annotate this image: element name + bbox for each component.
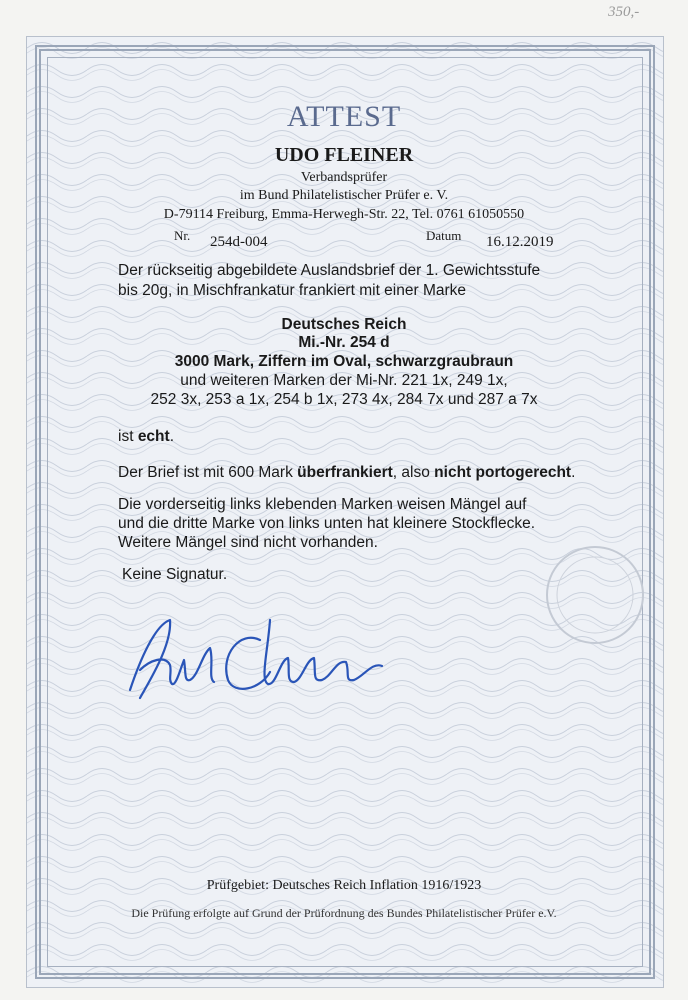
examiner-organization: im Bund Philatelistischer Prüfer e. V. [239, 188, 449, 203]
verdict-suffix: . [169, 428, 174, 445]
examiner-name: UDO FLEINER [274, 144, 414, 166]
franking-prefix: Der Brief ist mit 600 Mark [118, 464, 293, 481]
franking-mid: , also [392, 464, 430, 481]
other-stamps-line-2: 252 3x, 253 a 1x, 254 b 1x, 273 4x, 284 7x und 287 a 7x [150, 391, 538, 408]
defects-line-3: Weitere Mängel sind nicht vorhanden. [118, 534, 378, 551]
nr-value: 254d-004 [210, 234, 268, 250]
date-label: Datum [426, 228, 462, 243]
franking-not-correct: nicht portogerecht [434, 464, 572, 481]
verdict-genuine: echt [137, 428, 170, 445]
signature-note: Keine Signatur. [122, 566, 228, 583]
stamp-catalogue-number: Mi.-Nr. 254 d [298, 334, 390, 351]
pencil-price-note: 350,- [608, 4, 640, 20]
document-title: ATTEST [286, 100, 402, 133]
date-value: 16.12.2019 [486, 234, 554, 250]
examination-rules: Die Prüfung erfolgte auf Grund der Prüfordnung des Bundes Philatelistischer Prüfer e.V. [131, 906, 557, 920]
other-stamps-line-1: und weiteren Marken der Mi-Nr. 221 1x, 249 1x, [180, 372, 508, 389]
examiner-address: D-79114 Freiburg, Emma-Herwegh-Str. 22, Tel. 0761 61050550 [163, 207, 525, 222]
defects-line-2: und die dritte Marke von links unten hat kleinere Stockflecke. [118, 515, 536, 532]
verdict-prefix: ist [118, 428, 134, 445]
stamp-description: 3000 Mark, Ziffern im Oval, schwarzgraubraun [174, 353, 514, 370]
intro-line-2: bis 20g, in Mischfrankatur frankiert mit einer Marke [118, 282, 467, 299]
franking-overfranked: überfrankiert [297, 464, 393, 481]
examiner-role: Verbandsprüfer [300, 170, 388, 185]
intro-line-1: Der rückseitig abgebildete Auslandsbrief der 1. Gewichtsstufe [118, 262, 541, 279]
nr-label: Nr. [174, 228, 191, 243]
handwritten-signature [110, 600, 410, 710]
verdict-line [118, 428, 174, 446]
embossed-seal [540, 540, 650, 650]
defects-line-1: Die vorderseitig links klebenden Marken weisen Mängel auf [118, 496, 527, 513]
franking-line [118, 464, 575, 482]
franking-suffix: . [571, 464, 576, 481]
examination-scope: Prüfgebiet: Deutsches Reich Inflation 1916/1923 [206, 878, 482, 893]
stamp-country: Deutsches Reich [281, 316, 407, 333]
